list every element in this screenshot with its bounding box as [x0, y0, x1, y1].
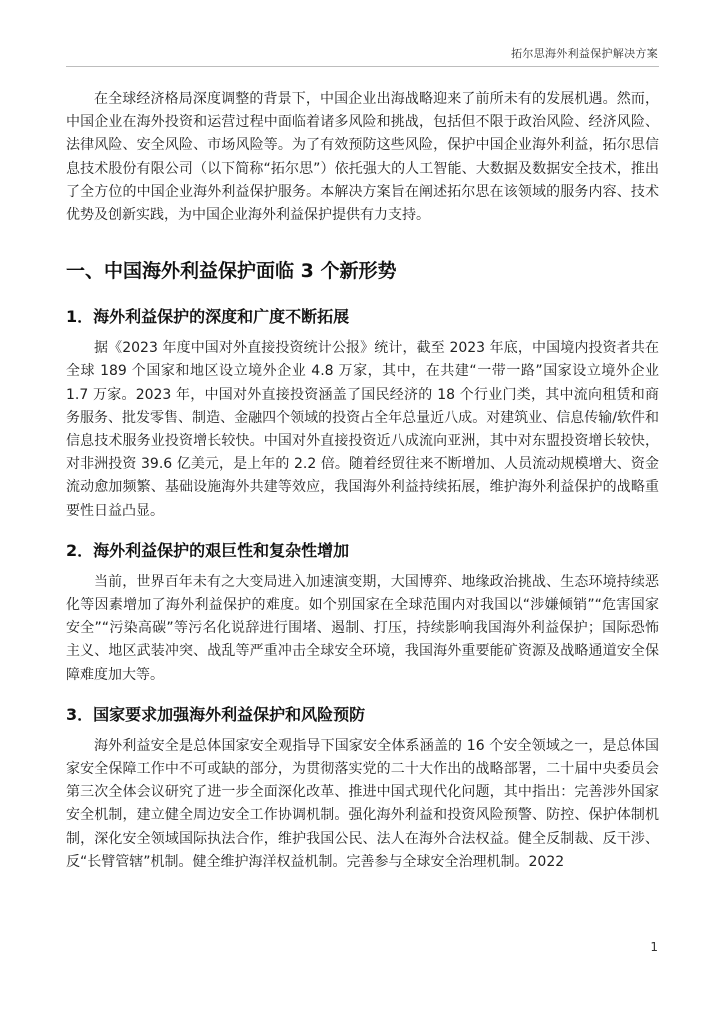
- subsection-heading-3: 3．国家要求加强海外利益保护和风险预防: [66, 704, 366, 724]
- page-body: [66, 88, 659, 874]
- subsection-paragraph-3: 海外利益安全是总体国家安全观指导下国家安全体系涵盖的 16 个安全领域之一，是总体国家安全保障工作中不可或缺的部分，为贯彻落实党的二十大作出的战略部署，二十届中央委员会第三次全体会议研究了进一步全面深化改革、推进中国式现代化问题，其中指出：完善涉外国家安全机制，建立健全周边安全工作协调机制。强化海外利益和投资风险预警、防控、保护体制机制，深化安全领域国际执法合作，维护我国公民、法人在海外合法权益。健全反制裁、反干涉、反“长臂管辖”机制。健全维护海洋权益机制。完善参与全球安全治理机制。2022: [66, 737, 659, 870]
- running-header: 拓尔思海外利益保护解决方案: [511, 47, 658, 60]
- subsection-paragraph-2: 当前，世界百年未有之大变局进入加速演变期，大国博弈、地缘政治挑战、生态环境持续恶化等因素增加了海外利益保护的难度。如个别国家在全球范围内对我国以“涉嫌倾销”“危害国家安全”“污染高碳”等污名化说辞进行围堵、遏制、打压，持续影响我国海外利益保护；国际恐怖主义、地区武装冲突、战乱等严重冲击全球安全环境，我国海外重要能矿资源及战略通道安全保障难度加大等。: [66, 573, 659, 683]
- section-heading: 一、中国海外利益保护面临 3 个新形势: [66, 260, 397, 283]
- subsection-paragraph-1: 据《2023 年度中国对外直接投资统计公报》统计，截至 2023 年底，中国境内投资者共在全球 189 个国家和地区设立境外企业 4.8 万家，其中，在共建“一带一路”国家设立境外企业 1.7 万家。2023 年，中国对外直接投资涵盖了国民经济的 18 个行业门类，其中流向租赁和商务服务、批发零售、制造、金融四个领域的投资占全年总量近八成。对建筑业、信息传输/软件和信息技术服务业投资增长较快。中国对外直接投资近八成流向亚洲，其中对东盟投资增长较快，对非洲投资 39.6 亿美元，是上年的 2.2 倍。随着经贸往来不断增加、人员流动规模增大、资金流动愈加频繁、基础设施海外共建等效应，我国海外利益持续拓展，维护海外利益保护的战略重要性日益凸显。: [66, 340, 659, 519]
- subsection-heading-1: 1．海外利益保护的深度和广度不断拓展: [66, 307, 350, 327]
- intro-paragraph: 在全球经济格局深度调整的背景下，中国企业出海战略迎来了前所未有的发展机遇。然而，中国企业在海外投资和运营过程中面临着诸多风险和挑战，包括但不限于政治风险、经济风险、法律风险、安全风险、市场风险等。为了有效预防这些风险，保护中国企业海外利益，拓尔思信息技术股份有限公司（以下简称“拓尔思”）依托强大的人工智能、大数据及数据安全技术，推出了全方位的中国企业海外利益保护服务。本解决方案旨在阐述拓尔思在该领域的服务内容、技术优势及创新实践，为中国企业海外利益保护提供有力支持。: [66, 91, 659, 224]
- page-number: 1: [650, 940, 658, 954]
- subsection-heading-2: 2．海外利益保护的艰巨性和复杂性增加: [66, 540, 350, 560]
- header-divider: [66, 66, 659, 67]
